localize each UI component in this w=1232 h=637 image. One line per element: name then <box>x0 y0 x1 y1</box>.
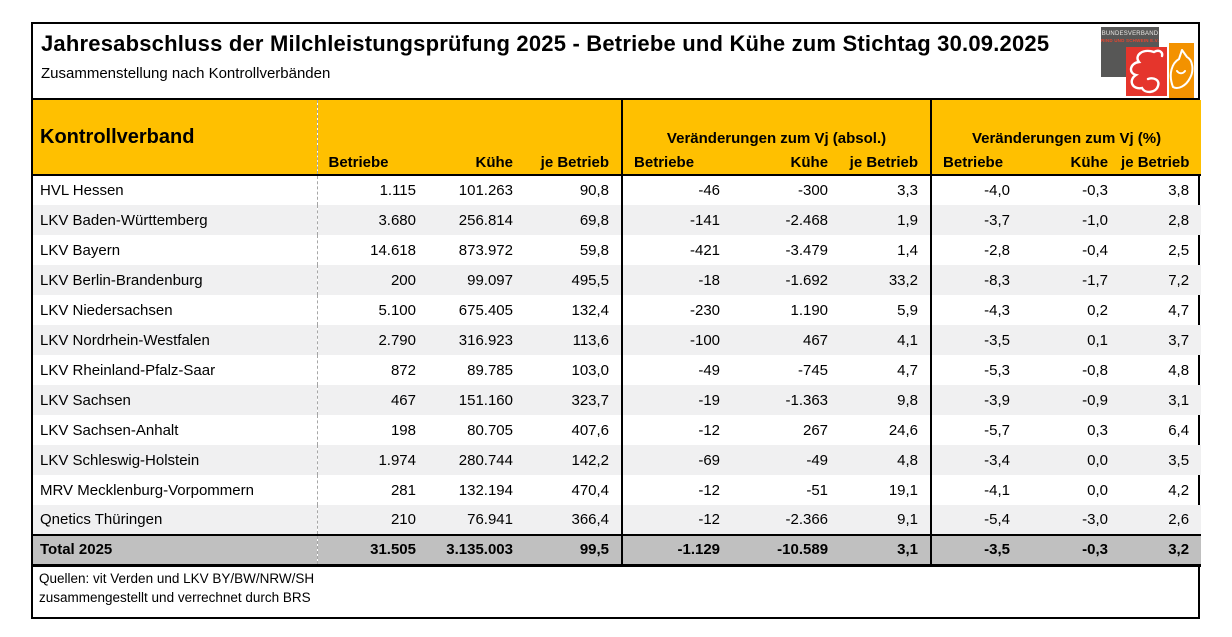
value-cell: 14.618 <box>317 235 428 265</box>
kontrollverband-table <box>33 100 1201 567</box>
verband-name: HVL Hessen <box>40 182 124 199</box>
verband-name: Total 2025 <box>33 535 317 565</box>
value-cell: 3.135.003 <box>428 535 525 565</box>
table-body <box>33 175 1201 565</box>
value-cell: 132.194 <box>458 481 513 499</box>
value-cell: -5,3 <box>931 355 1030 385</box>
value-cell: 2,8 <box>1120 205 1201 235</box>
table-row <box>33 505 1201 535</box>
value-cell: 9,8 <box>840 385 931 415</box>
value-cell: 2,6 <box>1120 505 1201 535</box>
group3-header: Veränderungen zum Vj (%) <box>931 100 1201 148</box>
value-cell: 1.974 <box>317 445 428 475</box>
value-cell: 3,1 <box>1120 385 1201 415</box>
value-cell: -49 <box>730 445 840 475</box>
page-subtitle: Zusammenstellung nach Kontrollverbänden <box>41 65 331 82</box>
value-cell: -2,8 <box>931 235 1030 265</box>
value-cell: 407,6 <box>571 421 610 439</box>
verband-name: LKV Berlin-Brandenburg <box>33 265 317 295</box>
value-cell: 4,1 <box>840 325 931 355</box>
verband-name: LKV Bayern <box>40 241 121 259</box>
value-cell: -1.129 <box>622 535 730 565</box>
page-title: Jahresabschluss der Milchleistungsprüfung 2025 - Betriebe und Kühe zum Stichtag 30.09.2025 <box>41 31 1050 56</box>
value-cell: 467 <box>317 385 428 415</box>
value-cell: 200 <box>317 265 428 295</box>
table-row <box>33 175 1201 205</box>
value-cell: -100 <box>622 325 730 355</box>
value-cell: -12 <box>622 415 730 445</box>
logo-cattle-tile <box>1126 47 1167 96</box>
source-line-1: Quellen: vit Verden und LKV BY/BW/NRW/SH <box>39 570 315 586</box>
subheader-betriebe: Betriebe <box>317 148 428 175</box>
value-cell: 4,8 <box>1168 361 1190 379</box>
verband-name: LKV Nordrhein-Westfalen <box>33 325 317 355</box>
value-cell: 281 <box>317 475 428 505</box>
group1-header-spacer <box>317 100 622 148</box>
value-cell: 0,3 <box>1087 421 1109 439</box>
verband-name: LKV Sachsen-Anhalt <box>40 421 179 439</box>
value-cell: 101.263 <box>458 182 513 199</box>
value-cell: -4,3 <box>931 295 1030 325</box>
value-cell: 467 <box>730 325 840 355</box>
value-cell: -3,4 <box>931 445 1030 475</box>
value-cell: 33,2 <box>840 265 931 295</box>
value-cell: -46 <box>622 175 730 205</box>
value-cell: 24,6 <box>888 421 919 439</box>
verband-name: Qnetics Thüringen <box>33 505 317 535</box>
value-cell: 5,9 <box>897 301 919 319</box>
value-cell: 323,7 <box>525 385 622 415</box>
value-cell: 316.923 <box>428 325 525 355</box>
value-cell: -745 <box>798 361 829 379</box>
value-cell: 103,0 <box>571 361 610 379</box>
value-cell: -300 <box>798 182 829 199</box>
logo-pig-tile <box>1169 43 1194 98</box>
value-cell: 872 <box>317 355 428 385</box>
value-cell: -0,4 <box>1082 241 1109 259</box>
value-cell: -8,3 <box>931 265 1030 295</box>
value-cell: 1.115 <box>317 175 428 205</box>
value-cell: -0,3 <box>1082 182 1109 199</box>
value-cell: 1,9 <box>840 205 931 235</box>
table-row <box>33 325 1201 355</box>
logo-line1: BUNDESVERBAND <box>1101 31 1159 37</box>
value-cell: 9,1 <box>840 505 931 535</box>
subheader-je-betrieb-abs: je Betrieb <box>840 148 931 175</box>
table-row <box>33 265 1201 295</box>
value-cell: 0,1 <box>1030 325 1120 355</box>
value-cell: 31.505 <box>317 535 428 565</box>
value-cell: 142,2 <box>525 445 622 475</box>
value-cell: 0,2 <box>1087 301 1109 319</box>
value-cell: -2.468 <box>730 205 840 235</box>
value-cell: 3,8 <box>1168 182 1190 199</box>
value-cell: 2.790 <box>317 325 428 355</box>
value-cell: 4,8 <box>840 445 931 475</box>
value-cell: -0,8 <box>1082 361 1109 379</box>
value-cell: 267 <box>803 421 829 439</box>
logo-line2: RIND UND SCHWEIN E.V. <box>1100 38 1160 43</box>
table-row <box>33 415 1201 445</box>
value-cell: 3,7 <box>1120 325 1201 355</box>
value-cell: 0,0 <box>1087 481 1109 499</box>
value-cell: -1,7 <box>1030 265 1120 295</box>
col-header-kontrollverband: Kontrollverband <box>33 100 317 175</box>
group2-header: Veränderungen zum Vj (absol.) <box>622 100 931 148</box>
value-cell: 90,8 <box>579 182 610 199</box>
title-block <box>33 24 1198 100</box>
value-cell: 675.405 <box>458 301 513 319</box>
value-cell: 132,4 <box>571 301 610 319</box>
value-cell: -4,0 <box>931 175 1030 205</box>
table-row <box>33 295 1201 325</box>
pig-icon <box>1169 43 1194 98</box>
verband-name: LKV Niedersachsen <box>40 301 173 319</box>
subheader-je-betrieb-pct: je Betrieb <box>1120 148 1201 175</box>
source-line-2: zusammengestellt und verrechnet durch BRS <box>39 589 311 605</box>
value-cell: 99.097 <box>428 265 525 295</box>
value-cell: 1,4 <box>897 241 919 259</box>
value-cell: -51 <box>806 481 829 499</box>
value-cell: 280.744 <box>428 445 525 475</box>
subheader-je-betrieb: je Betrieb <box>525 148 622 175</box>
value-cell: 873.972 <box>458 241 513 259</box>
value-cell: 59,8 <box>579 241 610 259</box>
subheader-kuehe: Kühe <box>428 148 525 175</box>
table-row <box>33 355 1201 385</box>
value-cell: -0,3 <box>1030 535 1120 565</box>
value-cell: -10.589 <box>730 535 840 565</box>
source-note <box>33 567 1198 607</box>
value-cell: 495,5 <box>525 265 622 295</box>
report-frame <box>31 22 1200 619</box>
value-cell: -5,7 <box>931 415 1030 445</box>
value-cell: -230 <box>622 295 730 325</box>
value-cell: -4,1 <box>931 475 1030 505</box>
value-cell: 4,7 <box>897 361 919 379</box>
value-cell: 151.160 <box>428 385 525 415</box>
table-header <box>33 100 1201 175</box>
subheader-kuehe-abs: Kühe <box>730 148 840 175</box>
value-cell: 210 <box>317 505 428 535</box>
value-cell: -3,9 <box>931 385 1030 415</box>
value-cell: -1.363 <box>730 385 840 415</box>
value-cell: 3,2 <box>1120 535 1201 565</box>
subheader-betriebe-pct: Betriebe <box>931 148 1030 175</box>
value-cell: 1.190 <box>790 301 829 319</box>
value-cell: -5,4 <box>931 505 1030 535</box>
value-cell: -1.692 <box>730 265 840 295</box>
value-cell: 80.705 <box>467 421 513 439</box>
value-cell: -421 <box>622 235 730 265</box>
subheader-kuehe-pct: Kühe <box>1030 148 1120 175</box>
value-cell: 3.680 <box>317 205 428 235</box>
value-cell: 3,3 <box>897 182 919 199</box>
total-row <box>33 535 1201 565</box>
value-cell: 2,5 <box>1168 241 1190 259</box>
value-cell: 99,5 <box>525 535 622 565</box>
value-cell: -2.366 <box>730 505 840 535</box>
value-cell: 470,4 <box>571 481 610 499</box>
value-cell: -69 <box>622 445 730 475</box>
value-cell: -141 <box>622 205 730 235</box>
value-cell: 69,8 <box>525 205 622 235</box>
value-cell: -3,7 <box>931 205 1030 235</box>
value-cell: 198 <box>317 415 428 445</box>
verband-name: MRV Mecklenburg-Vorpommern <box>40 481 254 499</box>
value-cell: 3,5 <box>1120 445 1201 475</box>
subheader-betriebe-abs: Betriebe <box>622 148 730 175</box>
value-cell: -12 <box>622 475 730 505</box>
value-cell: -18 <box>622 265 730 295</box>
value-cell: 4,7 <box>1168 301 1190 319</box>
value-cell: 76.941 <box>428 505 525 535</box>
verband-name: LKV Schleswig-Holstein <box>33 445 317 475</box>
value-cell: 6,4 <box>1168 421 1190 439</box>
table-row <box>33 445 1201 475</box>
value-cell: -19 <box>622 385 730 415</box>
value-cell: -3.479 <box>785 241 829 259</box>
value-cell: -0,9 <box>1030 385 1120 415</box>
cattle-icon <box>1126 47 1167 96</box>
value-cell: -3,0 <box>1030 505 1120 535</box>
value-cell: -3,5 <box>931 325 1030 355</box>
table-row <box>33 475 1201 505</box>
value-cell: 113,6 <box>525 325 622 355</box>
verband-name: LKV Baden-Württemberg <box>33 205 317 235</box>
verband-name: LKV Sachsen <box>33 385 317 415</box>
value-cell: 5.100 <box>317 295 428 325</box>
brs-logo <box>1101 26 1194 98</box>
verband-name: LKV Rheinland-Pfalz-Saar <box>40 361 216 379</box>
value-cell: -3,5 <box>931 535 1030 565</box>
value-cell: 19,1 <box>888 481 919 499</box>
value-cell: 0,0 <box>1030 445 1120 475</box>
value-cell: -12 <box>622 505 730 535</box>
value-cell: 4,2 <box>1168 481 1190 499</box>
value-cell: 3,1 <box>840 535 931 565</box>
value-cell: 366,4 <box>525 505 622 535</box>
value-cell: 89.785 <box>467 361 513 379</box>
table-row <box>33 385 1201 415</box>
value-cell: -49 <box>622 355 730 385</box>
value-cell: 7,2 <box>1120 265 1201 295</box>
value-cell: -1,0 <box>1030 205 1120 235</box>
table-row <box>33 205 1201 235</box>
value-cell: 256.814 <box>428 205 525 235</box>
table-row <box>33 235 1201 265</box>
